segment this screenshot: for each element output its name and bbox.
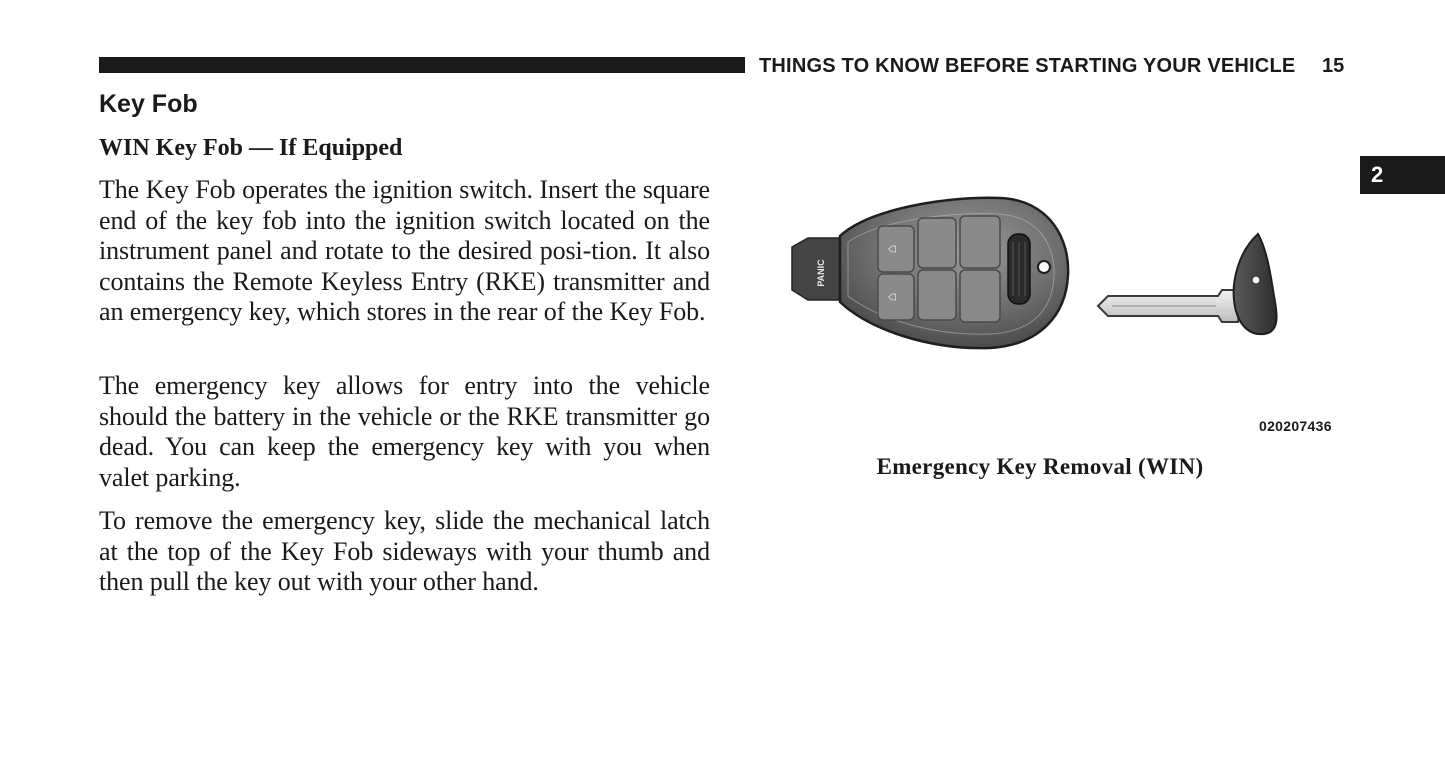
chapter-tab[interactable]: 2	[1360, 156, 1445, 194]
figure-caption: Emergency Key Removal (WIN)	[876, 454, 1204, 479]
page-number: 15	[1322, 55, 1345, 77]
svg-text:⌂: ⌂	[883, 292, 899, 302]
panic-label: PANIC	[816, 259, 826, 287]
key-fob-illustration	[770, 130, 1350, 430]
paragraph-key-removal: To remove the emergency key, slide the mechanical latch at the top of the Key Fob sideways with your thumb and then pull the key out with your other hand.	[99, 506, 710, 596]
figure-code: 020207436	[1259, 418, 1332, 434]
svg-text:⌂: ⌂	[883, 244, 899, 254]
emergency-key-icon	[1098, 234, 1277, 334]
section-title: Key Fob	[99, 90, 198, 118]
running-header: THINGS TO KNOW BEFORE STARTING YOUR VEHICLE	[759, 55, 1296, 77]
paragraph-key-fob-intro: The Key Fob operates the ignition switch. Insert the square end of the key fob into the ignition switch located on the instrument panel and rotate to the desired posi-tion. It also contains the Remote Keyless Entry (RKE) transmitter and an emergency key, which stores in the rear of the Key Fob.	[99, 175, 710, 326]
paragraph-emergency-key: The emergency key allows for entry into the vehicle should the battery in the vehicle or the RKE transmitter go dead. You can keep the emergency key with you when valet parking.	[99, 371, 710, 492]
key-fob-icon	[792, 198, 1068, 348]
header-rule	[99, 57, 745, 73]
subsection-title: WIN Key Fob — If Equipped	[99, 135, 403, 161]
